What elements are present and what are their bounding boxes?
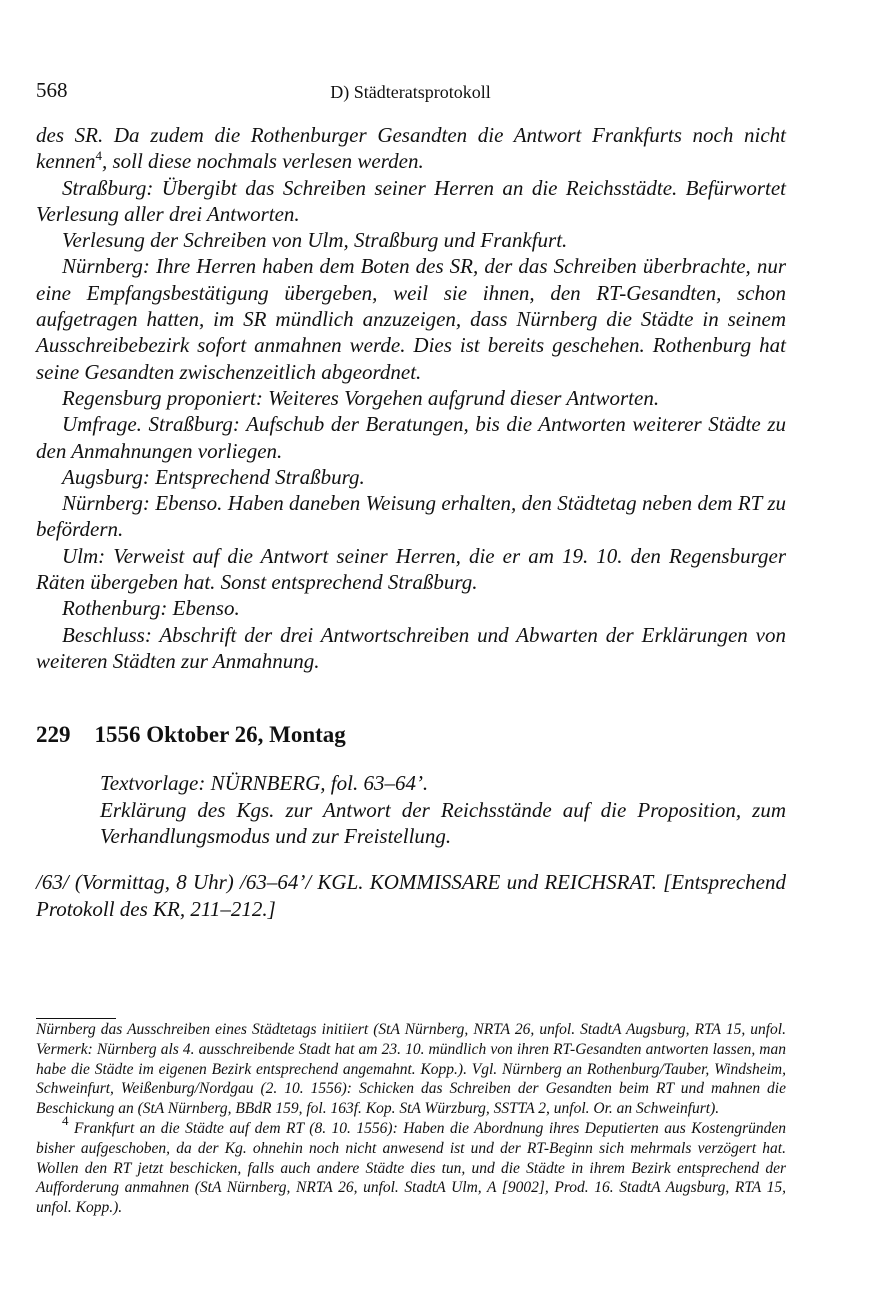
page-header — [36, 78, 785, 108]
section-heading — [36, 722, 346, 748]
paragraph-nuernberg: Nürnberg: Ihre Herren haben dem Boten des SR, der das Schreiben überbrachte, nur eine Empfangsbestätigung übergeben, weil sie ihnen, den RT-Gesandten, schon aufgetragen hatten, im SR mündlich anzuzeigen, dass Nürnberg die Städte in seinem Ausschreibebezirk sofort anmahnen werde. Dies ist bereits geschehen. Rothenburg hat seine Gesandten zwischenzeitlich abgeordnet. — [36, 254, 786, 384]
paragraph-strassburg: Straßburg: Übergibt das Schreiben seiner Herren an die Reichsstädte. Befürwortet Verlesung aller drei Antworten. — [36, 175, 786, 226]
paragraph-regensburg: Regensburg proponiert: Weiteres Vorgehen aufgrund dieser Antworten. — [62, 385, 660, 410]
footnote-ref-4[interactable]: 4 — [95, 148, 102, 164]
paragraph-verlesung: Verlesung der Schreiben von Ulm, Straßburg und Frankfurt. — [62, 228, 568, 253]
footnote-4-mark: 4 — [62, 1112, 69, 1128]
paragraph-umfrage: Umfrage. Straßburg: Aufschub der Beratungen, bis die Antworten weiterer Städte zu den Anmahnungen vorliegen. — [36, 412, 786, 463]
paragraph-rothenburg: Rothenburg: Ebenso. — [62, 596, 240, 621]
paragraph-ulm: Ulm: Verweist auf die Antwort seiner Herren, die er am 19. 10. den Regensburger Räten übergeben hat. Sonst entsprechend Straßburg. — [36, 543, 786, 595]
footnotes — [36, 1020, 786, 1218]
paragraph-augsburg: Augsburg: Entsprechend Straßburg. — [62, 464, 365, 489]
page-number: 568 — [36, 78, 68, 102]
paragraph-nuernberg-2: Nürnberg: Ebenso. Haben daneben Weisung erhalten, den Städtetag neben dem RT zu befördern. — [36, 491, 786, 542]
session-entry — [36, 869, 786, 922]
source-note — [100, 770, 786, 850]
section-number: 229 — [36, 722, 71, 747]
footnote-rule — [36, 1018, 116, 1019]
paragraph-beschluss: Beschluss: Abschrift der drei Antwortschreiben und Abwarten der Erklärungen von weiteren Städten zur Anmahnung. — [36, 622, 786, 673]
source-summary: Erklärung des Kgs. zur Antwort der Reichsstände auf die Proposition, zum Verhandlungsmodus und zur Freistellung. — [100, 797, 786, 848]
source-text: Textvorlage: NÜRNBERG, fol. 63–64’. — [100, 771, 429, 795]
protocol-body — [36, 122, 786, 674]
running-head: D) Städteratsprotokoll — [330, 82, 491, 102]
paragraph-continuation: des SR. Da zudem die Rothenburger Gesandten die Antwort Frankfurts noch nicht kennen$^4$, soll diese nochmals verlesen werden. — [36, 123, 786, 174]
section-title: 1556 Oktober 26, Montag — [94, 722, 346, 747]
session-text: /63/ (Vormittag, 8 Uhr) /63–64’/ KGL. KOMMISSARE und REICHSRAT. [Entsprechend Protokoll des KR, 211–212.] — [36, 870, 786, 921]
footnote-4: $^4$ Frankfurt an die Städte auf dem RT (8. 10. 1556): Haben die Abordnung ihres Deputierten aus Kostengründen bisher aufgeschoben, da der Kg. ohnehin noch nicht anwesend ist und der RT-Beginn sich mehrmals verzögert hat. Wollen den RT jetzt beschicken, falls auch andere Städte dies tun, und die Städte in ihrem Bezirk entsprechend der Aufforderung anmahnen (StA Nürnberg, NRTA 26, unfol. StadtA Ulm, A [9002], Prod. 16. StadtA Augsburg, RTA 15, unfol. Kopp.). — [36, 1112, 787, 1217]
footnote-3-continuation: Nürnberg das Ausschreiben eines Städtetags initiiert (StA Nürnberg, NRTA 26, unfol. StadtA Augsburg, RTA 15, unfol. Vermerk: Nürnberg als 4. ausschreibende Stadt hat am 23. 10. mündlich von ihren RT-Gesandten antworten lassen, man habe die Städte im eigenen Bezirk entsprechend angemahnt. Kopp.). Vgl. Nürnberg an Rothenburg/Tauber, Windsheim, Schweinfurt, Weißenburg/Nordgau (2. 10. 1556): Schicken das Schreiben der Gesandten beim RT und mahnen die Beschickung an (StA Nürnberg, BBdR 159, fol. 163f. Kop. StA Würzburg, SSTTA 2, unfol. Or. an Schweinfurt). — [36, 1021, 786, 1118]
